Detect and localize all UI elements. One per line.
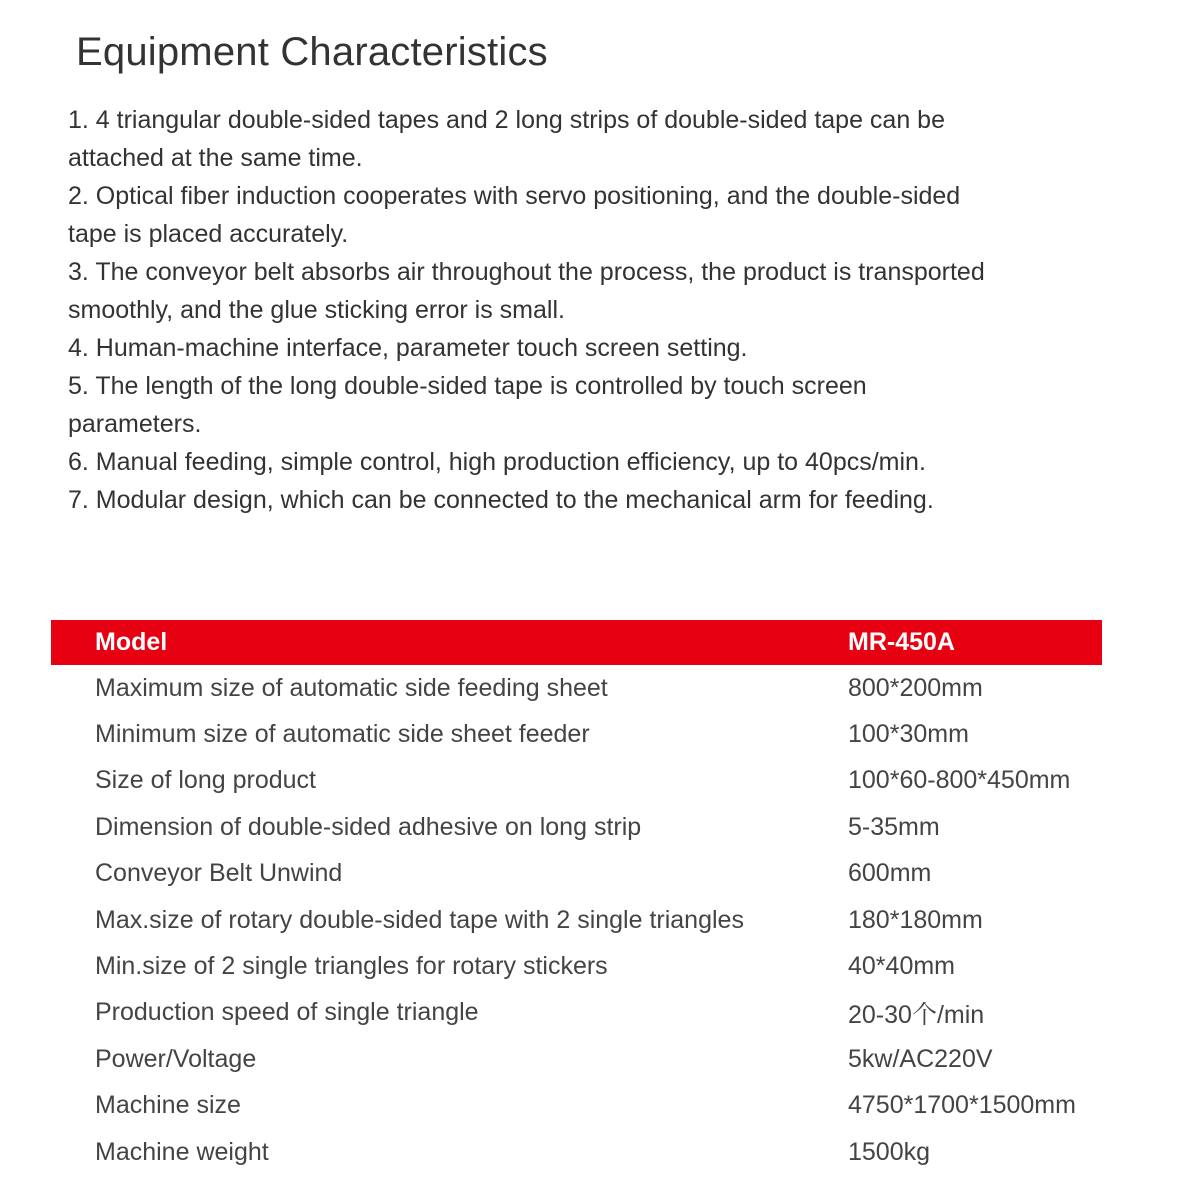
spec-label: Conveyor Belt Unwind — [95, 859, 343, 888]
spec-row — [51, 711, 1102, 757]
spec-row — [51, 804, 1102, 850]
spec-value: 5-35mm — [848, 812, 940, 841]
spec-value: 600mm — [848, 859, 932, 888]
spec-row — [51, 665, 1102, 711]
feature-item: 3. The conveyor belt absorbs air throughout the process, the product is transported smoothly, and the glue sticking error is small. — [68, 258, 985, 324]
spec-row — [51, 943, 1102, 989]
feature-item: 6. Manual feeding, simple control, high production efficiency, up to 40pcs/min. — [68, 448, 926, 476]
spec-label: Production speed of single triangle — [95, 998, 479, 1027]
header-value: MR-450A — [848, 628, 955, 656]
spec-row — [51, 1083, 1102, 1129]
spec-label: Dimension of double-sided adhesive on long strip — [95, 812, 642, 841]
feature-item: 5. The length of the long double-sided tape is controlled by touch screen parameters. — [68, 372, 867, 438]
spec-row — [51, 758, 1102, 804]
feature-item: 7. Modular design, which can be connected to the mechanical arm for feeding. — [68, 486, 934, 514]
feature-list — [68, 101, 988, 519]
spec-value: 5kw/AC220V — [848, 1044, 993, 1073]
spec-table-header — [51, 620, 1102, 665]
page-title: Equipment Characteristics — [76, 30, 548, 74]
spec-value: 100*30mm — [848, 720, 969, 749]
spec-label: Max.size of rotary double-sided tape with 2 single triangles — [95, 905, 744, 934]
feature-item: 4. Human-machine interface, parameter touch screen setting. — [68, 334, 748, 362]
spec-value: 100*60-800*450mm — [848, 766, 1071, 795]
spec-value: 4750*1700*1500mm — [848, 1091, 1076, 1120]
spec-table — [51, 620, 1102, 1175]
spec-row — [51, 1036, 1102, 1082]
spec-row — [51, 990, 1102, 1036]
feature-item: 2. Optical fiber induction cooperates with servo positioning, and the double-sided tape is placed accurately. — [68, 182, 961, 248]
spec-row — [51, 897, 1102, 943]
spec-label: Minimum size of automatic side sheet feeder — [95, 720, 590, 749]
spec-label: Min.size of 2 single triangles for rotary stickers — [95, 952, 608, 981]
spec-row — [51, 851, 1102, 897]
header-label: Model — [95, 628, 168, 656]
spec-label: Maximum size of automatic side feeding sheet — [95, 673, 608, 702]
spec-value: 1500kg — [848, 1137, 931, 1166]
spec-row — [51, 1129, 1102, 1175]
spec-value: 20-30个/min — [848, 1000, 985, 1029]
spec-label: Machine weight — [95, 1137, 269, 1166]
spec-value: 40*40mm — [848, 952, 955, 981]
spec-value: 180*180mm — [848, 905, 983, 934]
feature-item: 1. 4 triangular double-sided tapes and 2 long strips of double-sided tape can be attached at the same time. — [68, 106, 945, 172]
spec-value: 800*200mm — [848, 673, 983, 702]
spec-label: Size of long product — [95, 766, 316, 795]
spec-label: Machine size — [95, 1091, 241, 1120]
spec-label: Power/Voltage — [95, 1044, 257, 1073]
